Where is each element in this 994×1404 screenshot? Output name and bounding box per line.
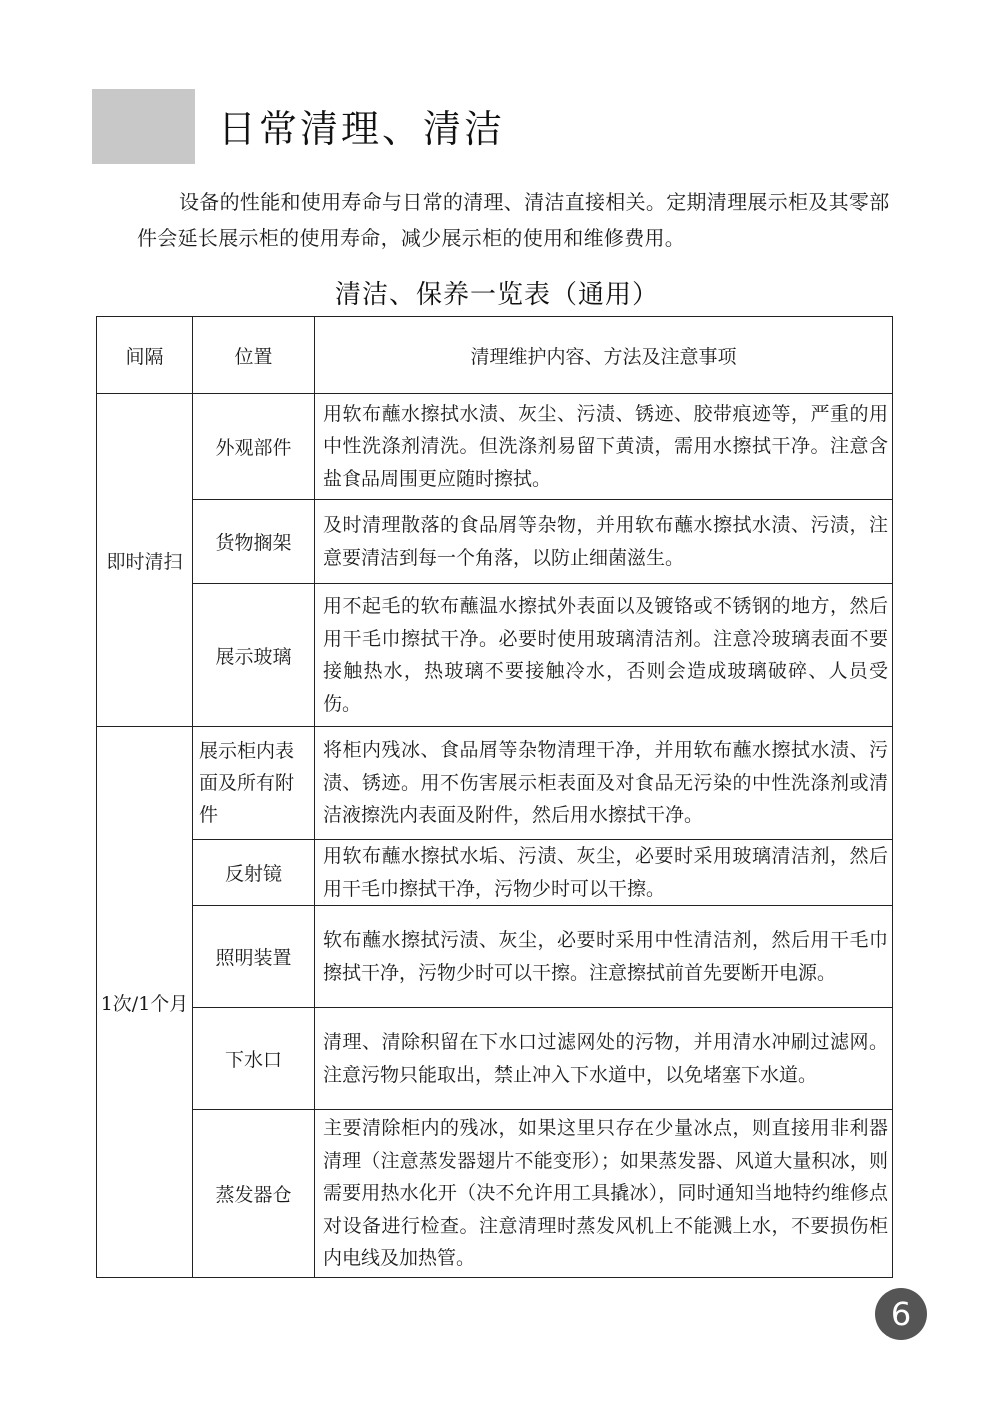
header-content: 清理维护内容、方法及注意事项 bbox=[315, 317, 893, 394]
content-cell: 用软布蘸水擦拭水渍、灰尘、污渍、锈迹、胶带痕迹等，严重的用中性洗涤剂清洗。但洗涤剂易留下黄渍，需用水擦拭干净。注意含盐食品周围更应随时擦拭。 bbox=[315, 394, 893, 500]
position-cell: 展示玻璃 bbox=[193, 584, 315, 727]
position-cell: 外观部件 bbox=[193, 394, 315, 500]
position-cell: 货物搁架 bbox=[193, 500, 315, 584]
content-cell: 清理、清除积留在下水口过滤网处的污物，并用清水冲刷过滤网。注意污物只能取出，禁止冲入下水道中，以免堵塞下水道。 bbox=[315, 1008, 893, 1110]
table-row bbox=[97, 1008, 893, 1110]
section-header-block bbox=[92, 89, 195, 164]
table-row bbox=[97, 394, 893, 500]
cleaning-maintenance-table bbox=[96, 316, 893, 1278]
interval-cell: 即时清扫 bbox=[97, 394, 193, 727]
table-header-row bbox=[97, 317, 893, 394]
table-row bbox=[97, 906, 893, 1008]
content-cell: 软布蘸水擦拭污渍、灰尘，必要时采用中性清洁剂，然后用干毛巾擦拭干净，污物少时可以干擦。注意擦拭前首先要断开电源。 bbox=[315, 906, 893, 1008]
header-position: 位置 bbox=[193, 317, 315, 394]
table-row bbox=[97, 584, 893, 727]
content-cell: 及时清理散落的食品屑等杂物，并用软布蘸水擦拭水渍、污渍，注意要清洁到每一个角落，以防止细菌滋生。 bbox=[315, 500, 893, 584]
position-cell: 蒸发器仓 bbox=[193, 1110, 315, 1278]
position-cell: 照明装置 bbox=[193, 906, 315, 1008]
content-cell: 将柜内残冰、食品屑等杂物清理干净，并用软布蘸水擦拭水渍、污渍、锈迹。用不伤害展示柜表面及对食品无污染的中性洗涤剂或清洁液擦洗内表面及附件，然后用水擦拭干净。 bbox=[315, 727, 893, 840]
content-cell: 主要清除柜内的残冰，如果这里只存在少量冰点，则直接用非利器清理（注意蒸发器翅片不能变形）；如果蒸发器、风道大量积冰，则需要用热水化开（决不允许用工具撬冰），同时通知当地特约维修点对设备进行检查。注意清理时蒸发风机上不能溅上水，不要损伤柜内电线及加热管。 bbox=[315, 1110, 893, 1278]
table-title: 清洁、保养一览表（通用） bbox=[334, 280, 659, 310]
content-cell: 用软布蘸水擦拭水垢、污渍、灰尘，必要时采用玻璃清洁剂，然后用干毛巾擦拭干净，污物少时可以干擦。 bbox=[315, 840, 893, 906]
position-cell: 反射镜 bbox=[193, 840, 315, 906]
table-row bbox=[97, 840, 893, 906]
intro-paragraph bbox=[137, 184, 897, 256]
section-title: 日常清理、清洁 bbox=[218, 107, 506, 151]
interval-cell: 1次/1个月 bbox=[97, 727, 193, 1278]
header-interval: 间隔 bbox=[97, 317, 193, 394]
page-number: 6 bbox=[875, 1288, 927, 1340]
position-cell: 展示柜内表面及所有附件 bbox=[193, 727, 315, 840]
table-row bbox=[97, 500, 893, 584]
table-row bbox=[97, 1110, 893, 1278]
table-row bbox=[97, 727, 893, 840]
position-cell: 下水口 bbox=[193, 1008, 315, 1110]
intro-text: 设备的性能和使用寿命与日常的清理、清洁直接相关。定期清理展示柜及其零部件会延长展示柜的使用寿命，减少展示柜的使用和维修费用。 bbox=[137, 190, 890, 250]
content-cell: 用不起毛的软布蘸温水擦拭外表面以及镀铬或不锈钢的地方，然后用干毛巾擦拭干净。必要时使用玻璃清洁剂。注意冷玻璃表面不要接触热水，热玻璃不要接触冷水，否则会造成玻璃破碎、人员受伤。 bbox=[315, 584, 893, 727]
